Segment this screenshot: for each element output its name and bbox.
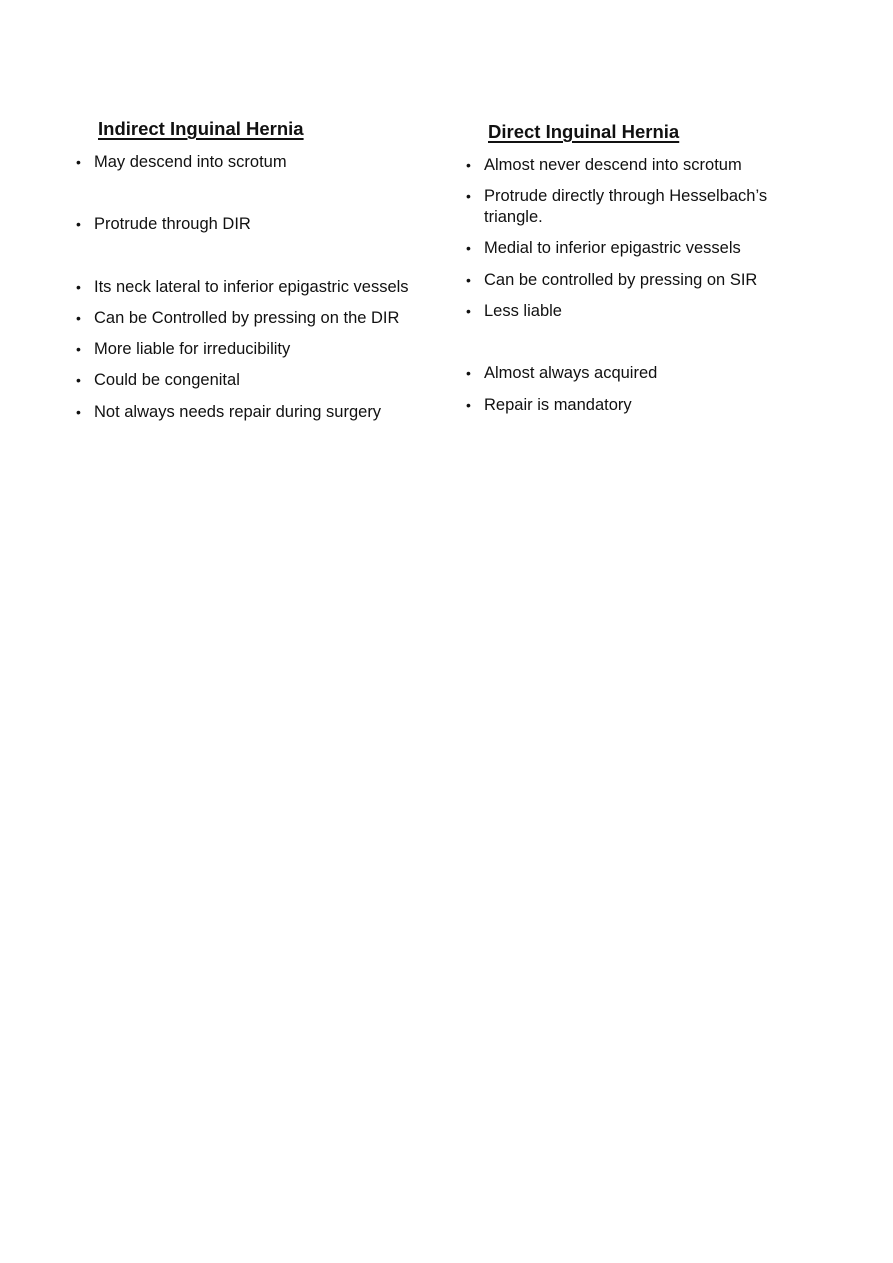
list-item-text: Almost never descend into scrotum bbox=[484, 156, 742, 174]
list-item-text: May descend into scrotum bbox=[94, 153, 287, 171]
list-item-text: Almost always acquired bbox=[484, 364, 658, 382]
list-item-text: Protrude directly through Hesselbach’s triangle. bbox=[484, 187, 768, 226]
list-item bbox=[76, 339, 448, 360]
list-item bbox=[466, 155, 811, 176]
bullet-icon: • bbox=[466, 397, 471, 413]
list-item bbox=[466, 270, 811, 291]
bullet-icon: • bbox=[466, 240, 471, 256]
list-item-text: Less liable bbox=[484, 302, 562, 320]
list-item-text: Repair is mandatory bbox=[484, 396, 632, 414]
bullet-icon: • bbox=[466, 188, 471, 204]
bullet-icon: • bbox=[76, 216, 81, 232]
list-item-text: Can be Controlled by pressing on the DIR bbox=[94, 309, 400, 327]
bullet-icon: • bbox=[466, 272, 471, 288]
list-item bbox=[466, 395, 811, 416]
list-item-text: More liable for irreducibility bbox=[94, 340, 291, 358]
list-item-text: Medial to inferior epigastric vessels bbox=[484, 239, 741, 257]
list-item bbox=[76, 214, 448, 235]
list-item bbox=[466, 186, 811, 227]
list-item bbox=[466, 238, 811, 259]
bullet-icon: • bbox=[76, 372, 81, 388]
list-item bbox=[466, 363, 811, 384]
bullet-icon: • bbox=[76, 310, 81, 326]
list-item bbox=[76, 152, 448, 173]
direct-hernia-heading: Direct Inguinal Hernia bbox=[488, 121, 680, 142]
list-item bbox=[76, 277, 448, 298]
list-item-text: Not always needs repair during surgery bbox=[94, 403, 382, 421]
bullet-icon: • bbox=[466, 157, 471, 173]
list-item bbox=[76, 308, 448, 329]
list-item bbox=[466, 301, 811, 322]
bullet-icon: • bbox=[466, 365, 471, 381]
bullet-icon: • bbox=[76, 279, 81, 295]
indirect-hernia-column bbox=[76, 118, 448, 421]
direct-hernia-column bbox=[466, 121, 811, 414]
bullet-icon: • bbox=[76, 341, 81, 357]
bullet-icon: • bbox=[76, 404, 81, 420]
list-item-text: Could be congenital bbox=[94, 371, 240, 389]
list-item bbox=[76, 370, 448, 391]
indirect-hernia-heading: Indirect Inguinal Hernia bbox=[98, 118, 304, 139]
bullet-icon: • bbox=[76, 154, 81, 170]
bullet-icon: • bbox=[466, 303, 471, 319]
list-item bbox=[76, 402, 448, 423]
list-item-text: Can be controlled by pressing on SIR bbox=[484, 271, 758, 289]
list-item-text: Its neck lateral to inferior epigastric vessels bbox=[94, 278, 409, 296]
list-item-text: Protrude through DIR bbox=[94, 215, 251, 233]
